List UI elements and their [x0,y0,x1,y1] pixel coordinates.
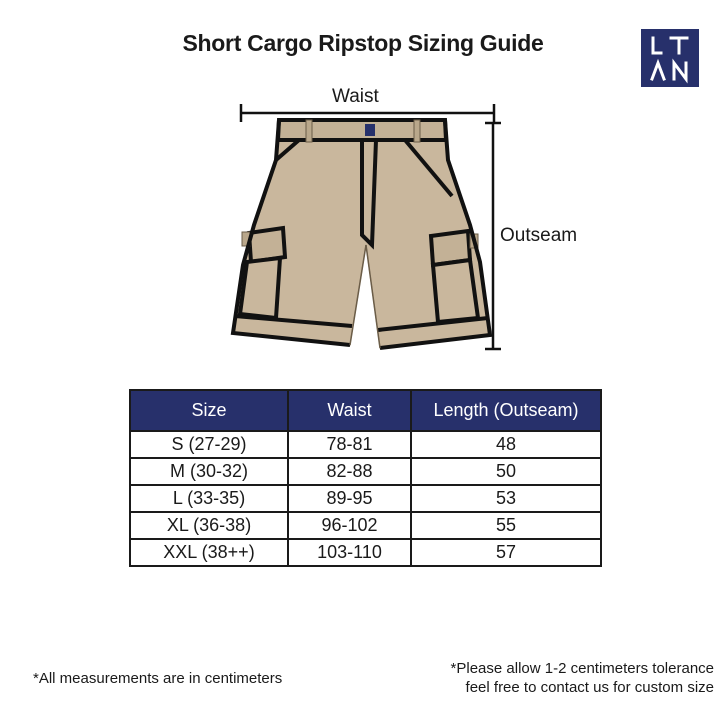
tolerance-note-line-2: feel free to contact us for custom size [465,679,714,696]
length-cell: 57 [411,539,601,566]
waist-cell: 82-88 [288,458,411,485]
tolerance-note [451,659,714,697]
page-title: Short Cargo Ripstop Sizing Guide [182,30,544,56]
size-cell: M (30-32) [130,458,288,485]
size-cell: XL (36-38) [130,512,288,539]
shorts-illustration [233,120,490,348]
size-table [129,389,602,567]
table-row [130,458,601,485]
table-row [130,512,601,539]
outseam-label: Outseam [500,225,578,246]
size-cell: XXL (38++) [130,539,288,566]
size-cell: S (27-29) [130,431,288,458]
length-cell: 53 [411,485,601,512]
waist-cell: 78-81 [288,431,411,458]
length-cell: 50 [411,458,601,485]
waist-cell: 89-95 [288,485,411,512]
measurement-note: *All measurements are in centimeters [33,670,283,687]
header-size: Size [130,390,288,431]
length-cell: 55 [411,512,601,539]
waist-cell: 103-110 [288,539,411,566]
header-waist: Waist [288,390,411,431]
waist-label: Waist [332,86,379,107]
size-cell: L (33-35) [130,485,288,512]
tolerance-note-line-1: *Please allow 1-2 centimeters tolerance [450,660,714,677]
table-row [130,431,601,458]
table-row [130,539,601,566]
table-header-row [130,390,601,431]
waist-cell: 96-102 [288,512,411,539]
length-cell: 48 [411,431,601,458]
header-length: Length (Outseam) [411,390,601,431]
table-row [130,485,601,512]
